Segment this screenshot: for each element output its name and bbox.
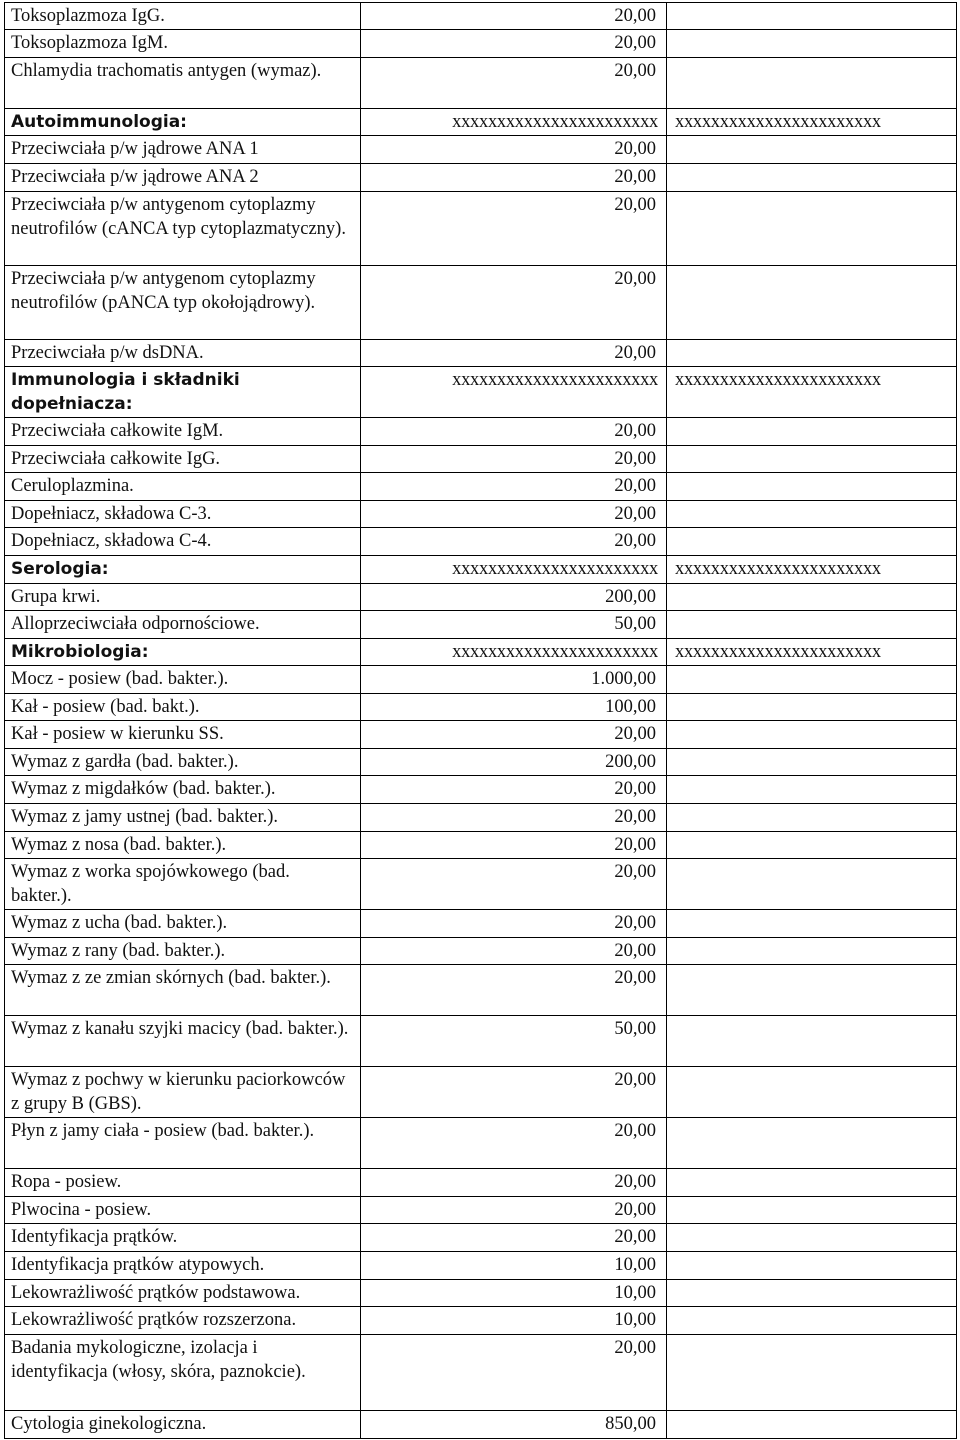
section-title: Immunologia i składniki dopełniacza:: [5, 367, 361, 418]
test-name: Płyn z jamy ciała - posiew (bad. bakter.).: [5, 1118, 361, 1169]
price-list-table: [4, 2, 957, 1439]
table-row: [5, 1307, 957, 1335]
test-name: Przeciwciała p/w jądrowe ANA 2: [5, 164, 361, 192]
test-price: 20,00: [361, 938, 667, 965]
empty-cell: [667, 266, 957, 340]
test-name: Wymaz z rany (bad. bakter.).: [5, 938, 361, 965]
test-name: Wymaz z nosa (bad. bakter.).: [5, 832, 361, 859]
empty-cell: [667, 192, 957, 266]
test-price: 20,00: [361, 136, 667, 164]
test-price: 200,00: [361, 749, 667, 776]
test-price: 20,00: [361, 776, 667, 804]
table-row: [5, 694, 957, 721]
test-price: 20,00: [361, 501, 667, 528]
test-price: 50,00: [361, 611, 667, 639]
table-row: [5, 584, 957, 611]
section-placeholder-price: xxxxxxxxxxxxxxxxxxxxxxx: [361, 556, 667, 584]
test-name: Lekowrażliwość prątków rozszerzona.: [5, 1307, 361, 1335]
test-price: 850,00: [361, 1411, 667, 1439]
test-name: Ropa - posiew.: [5, 1169, 361, 1197]
empty-cell: [667, 776, 957, 804]
empty-cell: [667, 804, 957, 832]
table-row: [5, 340, 957, 367]
empty-cell: [667, 666, 957, 694]
section-header-row: [5, 556, 957, 584]
section-placeholder-extra: xxxxxxxxxxxxxxxxxxxxxxx: [667, 639, 957, 666]
empty-cell: [667, 164, 957, 192]
empty-cell: [667, 584, 957, 611]
test-name: Wymaz z ze zmian skórnych (bad. bakter.).: [5, 965, 361, 1016]
table-row: [5, 473, 957, 501]
test-name: Cytologia ginekologiczna.: [5, 1411, 361, 1439]
test-name: Lekowrażliwość prątków podstawowa.: [5, 1280, 361, 1307]
test-name: Wymaz z migdałków (bad. bakter.).: [5, 776, 361, 804]
empty-cell: [667, 3, 957, 30]
test-price: 200,00: [361, 584, 667, 611]
empty-cell: [667, 1335, 957, 1411]
empty-cell: [667, 1411, 957, 1439]
table-row: [5, 804, 957, 832]
test-name: Przeciwciała całkowite IgM.: [5, 418, 361, 446]
table-row: [5, 266, 957, 340]
table-row: [5, 136, 957, 164]
test-name: Przeciwciała p/w antygenom cytoplazmy neutrofilów (cANCA typ cytoplazmatyczny).: [5, 192, 361, 266]
empty-cell: [667, 832, 957, 859]
table-row: [5, 1252, 957, 1280]
test-name: Toksoplazmoza IgG.: [5, 3, 361, 30]
test-name: Wymaz z gardła (bad. bakter.).: [5, 749, 361, 776]
section-placeholder-extra: xxxxxxxxxxxxxxxxxxxxxxx: [667, 109, 957, 136]
test-name: Ceruloplazmina.: [5, 473, 361, 501]
section-placeholder-extra: xxxxxxxxxxxxxxxxxxxxxxx: [667, 367, 957, 418]
test-name: Przeciwciała całkowite IgG.: [5, 446, 361, 473]
table-row: [5, 164, 957, 192]
section-placeholder-extra: xxxxxxxxxxxxxxxxxxxxxxx: [667, 556, 957, 584]
table-row: [5, 1169, 957, 1197]
test-price: 20,00: [361, 1335, 667, 1411]
empty-cell: [667, 528, 957, 556]
empty-cell: [667, 501, 957, 528]
test-price: 20,00: [361, 1169, 667, 1197]
table-row: [5, 749, 957, 776]
test-name: Wymaz z ucha (bad. bakter.).: [5, 910, 361, 938]
section-title: Mikrobiologia:: [5, 639, 361, 666]
empty-cell: [667, 1118, 957, 1169]
empty-cell: [667, 418, 957, 446]
test-price: 20,00: [361, 473, 667, 501]
test-price: 20,00: [361, 528, 667, 556]
table-row: [5, 1224, 957, 1252]
section-placeholder-price: xxxxxxxxxxxxxxxxxxxxxxx: [361, 639, 667, 666]
price-list-body: [5, 3, 957, 1439]
test-price: 10,00: [361, 1280, 667, 1307]
test-name: Wymaz z pochwy w kierunku paciorkowców z grupy B (GBS).: [5, 1067, 361, 1118]
test-price: 20,00: [361, 1197, 667, 1224]
table-row: [5, 3, 957, 30]
empty-cell: [667, 136, 957, 164]
test-price: 20,00: [361, 3, 667, 30]
table-row: [5, 938, 957, 965]
table-row: [5, 859, 957, 910]
section-title: Autoimmunologia:: [5, 109, 361, 136]
test-name: Dopełniacz, składowa C-3.: [5, 501, 361, 528]
table-row: [5, 1197, 957, 1224]
test-price: 100,00: [361, 694, 667, 721]
test-name: Przeciwciała p/w jądrowe ANA 1: [5, 136, 361, 164]
test-name: Alloprzeciwciała odpornościowe.: [5, 611, 361, 639]
section-header-row: [5, 109, 957, 136]
test-name: Wymaz z kanału szyjki macicy (bad. bakter.).: [5, 1016, 361, 1067]
empty-cell: [667, 473, 957, 501]
test-price: 10,00: [361, 1252, 667, 1280]
test-name: Grupa krwi.: [5, 584, 361, 611]
empty-cell: [667, 611, 957, 639]
table-row: [5, 1411, 957, 1439]
empty-cell: [667, 1067, 957, 1118]
table-row: [5, 58, 957, 109]
section-header-row: [5, 639, 957, 666]
test-price: 20,00: [361, 832, 667, 859]
empty-cell: [667, 938, 957, 965]
test-price: 20,00: [361, 910, 667, 938]
test-price: 10,00: [361, 1307, 667, 1335]
test-price: 20,00: [361, 1118, 667, 1169]
test-price: 20,00: [361, 340, 667, 367]
section-header-row: [5, 367, 957, 418]
empty-cell: [667, 1224, 957, 1252]
table-row: [5, 910, 957, 938]
empty-cell: [667, 910, 957, 938]
test-name: Identyfikacja prątków atypowych.: [5, 1252, 361, 1280]
test-price: 20,00: [361, 418, 667, 446]
table-row: [5, 776, 957, 804]
empty-cell: [667, 859, 957, 910]
empty-cell: [667, 58, 957, 109]
test-name: Kał - posiew (bad. bakt.).: [5, 694, 361, 721]
test-price: 20,00: [361, 721, 667, 749]
table-row: [5, 1280, 957, 1307]
test-name: Przeciwciała p/w antygenom cytoplazmy neutrofilów (pANCA typ okołojądrowy).: [5, 266, 361, 340]
test-price: 20,00: [361, 1067, 667, 1118]
section-placeholder-price: xxxxxxxxxxxxxxxxxxxxxxx: [361, 109, 667, 136]
table-row: [5, 721, 957, 749]
test-name: Dopełniacz, składowa C-4.: [5, 528, 361, 556]
test-price: 20,00: [361, 446, 667, 473]
test-name: Badania mykologiczne, izolacja i identyfikacja (włosy, skóra, paznokcie).: [5, 1335, 361, 1411]
section-title: Serologia:: [5, 556, 361, 584]
test-price: 20,00: [361, 1224, 667, 1252]
empty-cell: [667, 965, 957, 1016]
table-row: [5, 832, 957, 859]
test-price: 20,00: [361, 164, 667, 192]
table-row: [5, 666, 957, 694]
test-name: Mocz - posiew (bad. bakter.).: [5, 666, 361, 694]
test-price: 20,00: [361, 58, 667, 109]
test-price: 20,00: [361, 30, 667, 58]
test-price: 20,00: [361, 965, 667, 1016]
test-name: Wymaz z worka spojówkowego (bad. bakter.).: [5, 859, 361, 910]
table-row: [5, 418, 957, 446]
empty-cell: [667, 694, 957, 721]
table-row: [5, 1335, 957, 1411]
table-row: [5, 30, 957, 58]
empty-cell: [667, 1280, 957, 1307]
table-row: [5, 192, 957, 266]
empty-cell: [667, 1016, 957, 1067]
empty-cell: [667, 1252, 957, 1280]
test-name: Identyfikacja prątków.: [5, 1224, 361, 1252]
table-row: [5, 528, 957, 556]
empty-cell: [667, 446, 957, 473]
test-price: 1.000,00: [361, 666, 667, 694]
test-name: Wymaz z jamy ustnej (bad. bakter.).: [5, 804, 361, 832]
table-row: [5, 965, 957, 1016]
test-price: 20,00: [361, 804, 667, 832]
test-name: Toksoplazmoza IgM.: [5, 30, 361, 58]
test-name: Przeciwciała p/w dsDNA.: [5, 340, 361, 367]
test-price: 50,00: [361, 1016, 667, 1067]
empty-cell: [667, 721, 957, 749]
test-price: 20,00: [361, 192, 667, 266]
empty-cell: [667, 340, 957, 367]
section-placeholder-price: xxxxxxxxxxxxxxxxxxxxxxx: [361, 367, 667, 418]
empty-cell: [667, 749, 957, 776]
table-row: [5, 611, 957, 639]
empty-cell: [667, 30, 957, 58]
empty-cell: [667, 1307, 957, 1335]
empty-cell: [667, 1169, 957, 1197]
empty-cell: [667, 1197, 957, 1224]
test-name: Chlamydia trachomatis antygen (wymaz).: [5, 58, 361, 109]
test-price: 20,00: [361, 859, 667, 910]
test-name: Kał - posiew w kierunku SS.: [5, 721, 361, 749]
table-row: [5, 501, 957, 528]
table-row: [5, 1118, 957, 1169]
table-row: [5, 1067, 957, 1118]
table-row: [5, 446, 957, 473]
table-row: [5, 1016, 957, 1067]
test-price: 20,00: [361, 266, 667, 340]
test-name: Plwocina - posiew.: [5, 1197, 361, 1224]
